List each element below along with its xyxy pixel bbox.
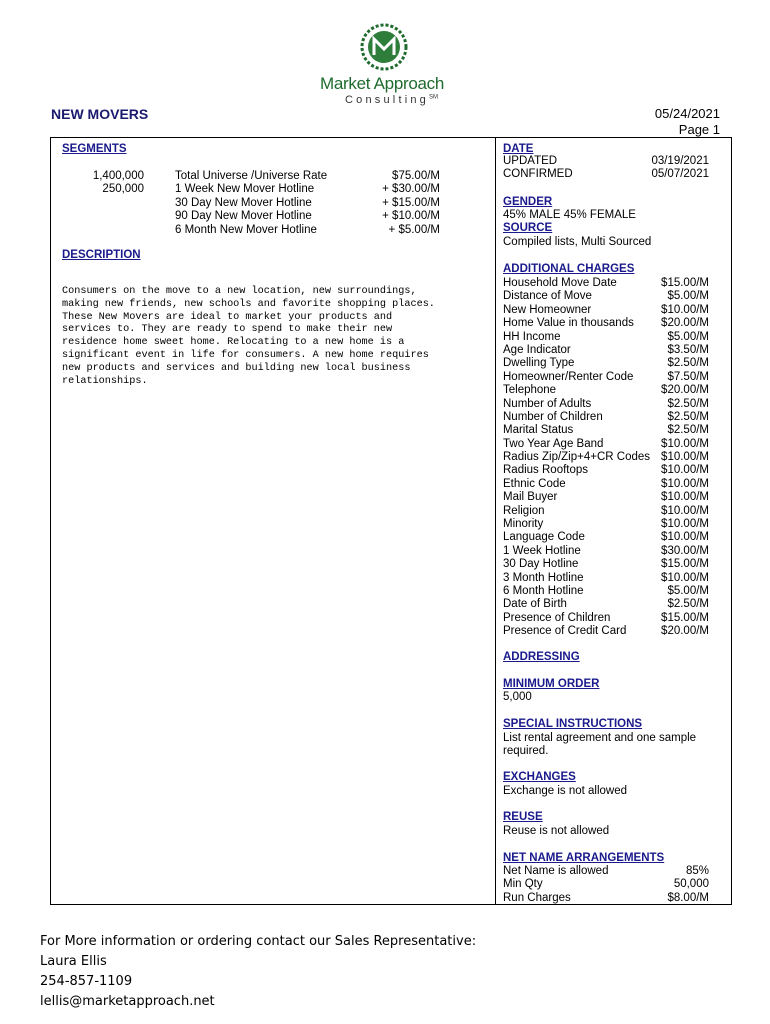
contact-footer <box>40 932 476 1012</box>
logo-emblem-icon <box>359 22 409 72</box>
charge-row <box>503 505 709 518</box>
segment-label: 1 Week New Mover Hotline <box>175 183 315 196</box>
charge-value: $5.00/M <box>667 330 709 343</box>
source-value: Compiled lists, Multi Sourced <box>503 236 652 248</box>
segments-quantities <box>60 170 144 237</box>
date-row-updated <box>503 155 709 168</box>
charge-row <box>503 384 709 397</box>
date-label: CONFIRMED <box>503 168 573 181</box>
segment-label: Total Universe /Universe Rate <box>175 170 328 182</box>
charge-label: Homeowner/Renter Code <box>503 370 634 383</box>
charge-row <box>503 371 709 384</box>
charge-row <box>503 518 709 531</box>
contact-phone[interactable]: 254-857-1109 <box>40 974 133 989</box>
document-date: 05/24/2021 <box>654 106 720 121</box>
charge-row <box>503 625 709 638</box>
exchanges-heading: EXCHANGES <box>503 771 576 783</box>
charge-value: $10.00/M <box>661 571 709 584</box>
date-value: 05/07/2021 <box>651 168 709 181</box>
charge-value: $20.00/M <box>661 384 709 397</box>
charge-label: Dwelling Type <box>503 357 575 370</box>
reuse-value: Reuse is not allowed <box>503 825 610 837</box>
charge-label: Date of Birth <box>503 598 567 611</box>
charge-row <box>503 277 709 290</box>
net-name-value: $8.00/M <box>667 891 709 904</box>
net-name-row <box>503 878 709 891</box>
page-title: NEW MOVERS <box>51 106 149 122</box>
charge-value: $5.00/M <box>667 290 709 303</box>
charge-value: $20.00/M <box>661 317 709 330</box>
charge-value: $5.00/M <box>667 584 709 597</box>
segment-qty <box>60 210 144 223</box>
charge-label: Minority <box>503 518 544 531</box>
reuse-heading: REUSE <box>503 811 543 823</box>
segments-heading: SEGMENTS <box>62 143 127 155</box>
gender-heading: GENDER <box>503 196 553 208</box>
charge-label: Ethnic Code <box>503 477 566 490</box>
contact-intro: For More information or ordering contact our Sales Representative: <box>40 934 477 949</box>
special-instructions-heading: SPECIAL INSTRUCTIONS <box>503 718 643 730</box>
charge-label: Telephone <box>503 384 557 397</box>
date-value: 03/19/2021 <box>651 155 709 167</box>
charge-value: $2.50/M <box>667 357 709 370</box>
segment-price: + $5.00/M <box>388 223 440 236</box>
charge-row <box>503 304 709 317</box>
segments-prices <box>360 170 440 237</box>
charge-row <box>503 451 709 464</box>
charge-label: 30 Day Hotline <box>503 558 579 571</box>
charge-row <box>503 344 709 357</box>
exchanges-value: Exchange is not allowed <box>503 785 628 797</box>
net-name-value: 85% <box>685 865 709 877</box>
charge-label: 6 Month Hotline <box>503 584 584 597</box>
contact-name: Laura Ellis <box>40 954 107 969</box>
charge-value: $20.00/M <box>661 625 709 638</box>
charge-label: Age Indicator <box>503 343 571 356</box>
charge-row <box>503 478 709 491</box>
net-name-row <box>503 865 709 878</box>
charge-value: $30.00/M <box>661 544 709 557</box>
segment-qty <box>60 224 144 237</box>
charge-row <box>503 290 709 303</box>
charge-row <box>503 612 709 625</box>
minimum-order-value: 5,000 <box>503 691 532 703</box>
charge-row <box>503 491 709 504</box>
segment-price: + $30.00/M <box>382 183 440 196</box>
segment-price: + $10.00/M <box>382 210 440 223</box>
charge-value: $10.00/M <box>661 451 709 464</box>
charge-label: Number of Adults <box>503 397 592 410</box>
special-instructions-line2: required. <box>503 745 549 757</box>
charge-label: Presence of Children <box>503 611 611 624</box>
charge-value: $2.50/M <box>667 410 709 423</box>
charge-value: $10.00/M <box>661 437 709 450</box>
charge-row <box>503 464 709 477</box>
net-name-row <box>503 892 709 905</box>
charge-value: $15.00/M <box>661 277 709 289</box>
charge-value: $2.50/M <box>667 397 709 410</box>
charge-label: New Homeowner <box>503 303 592 316</box>
date-heading: DATE <box>503 143 534 155</box>
charge-label: Marital Status <box>503 424 574 437</box>
logo-subtitle: Consulting℠ <box>345 94 438 106</box>
segment-qty: 1,400,000 <box>92 170 144 182</box>
charge-value: $10.00/M <box>661 477 709 490</box>
charge-value: $10.00/M <box>661 303 709 316</box>
charge-row <box>503 531 709 544</box>
logo-name: Market Approach <box>320 74 445 93</box>
charge-value: $2.50/M <box>667 424 709 437</box>
charge-label: Two Year Age Band <box>503 437 604 450</box>
charge-label: Distance of Move <box>503 290 592 303</box>
charge-value: $3.50/M <box>667 343 709 356</box>
segment-label: 6 Month New Mover Hotline <box>175 223 317 236</box>
segment-qty: 250,000 <box>102 183 144 196</box>
date-row-confirmed <box>503 168 709 181</box>
charge-row <box>503 438 709 451</box>
charge-value: $10.00/M <box>661 504 709 517</box>
net-name-list <box>503 865 709 905</box>
page-number: Page 1 <box>678 122 720 137</box>
charge-label: Presence of Credit Card <box>503 625 627 638</box>
company-logo <box>320 22 450 108</box>
charge-value: $2.50/M <box>667 598 709 611</box>
net-name-heading: NET NAME ARRANGEMENTS <box>503 852 665 864</box>
addressing-heading: ADDRESSING <box>503 651 580 663</box>
charge-value: $10.00/M <box>661 531 709 544</box>
special-instructions-line1: List rental agreement and one sample <box>503 732 697 744</box>
charge-row <box>503 331 709 344</box>
contact-email[interactable]: lellis@marketapproach.net <box>40 994 215 1009</box>
charge-row <box>503 545 709 558</box>
charge-row <box>503 424 709 437</box>
charge-label: Home Value in thousands <box>503 317 634 330</box>
charge-label: 3 Month Hotline <box>503 571 584 584</box>
charge-label: HH Income <box>503 330 561 343</box>
charge-label: Language Code <box>503 531 585 544</box>
charge-value: $15.00/M <box>661 558 709 571</box>
charge-row <box>503 398 709 411</box>
gender-value: 45% MALE 45% FEMALE <box>503 209 636 221</box>
date-rows <box>503 155 709 182</box>
net-name-label: Net Name is allowed <box>503 865 609 877</box>
segment-label: 90 Day New Mover Hotline <box>175 210 312 223</box>
charge-label: Household Move Date <box>503 277 617 289</box>
charge-row <box>503 357 709 370</box>
charge-row <box>503 572 709 585</box>
net-name-label: Min Qty <box>503 878 543 891</box>
charge-value: $7.50/M <box>667 370 709 383</box>
charge-value: $15.00/M <box>661 611 709 624</box>
date-label: UPDATED <box>503 155 558 167</box>
charge-value: $10.00/M <box>661 464 709 477</box>
additional-charges-list <box>503 277 709 639</box>
charge-row <box>503 598 709 611</box>
charge-label: Mail Buyer <box>503 491 558 504</box>
charge-row <box>503 585 709 598</box>
charge-row <box>503 317 709 330</box>
charge-label: Religion <box>503 504 545 517</box>
charge-row <box>503 558 709 571</box>
description-heading: DESCRIPTION <box>62 249 141 261</box>
charge-value: $10.00/M <box>661 491 709 504</box>
net-name-value: 50,000 <box>673 878 709 891</box>
charge-label: Radius Zip/Zip+4+CR Codes <box>503 451 651 464</box>
segment-qty <box>60 197 144 210</box>
segments-labels <box>175 170 327 237</box>
charge-label: 1 Week Hotline <box>503 544 581 557</box>
segment-price: + $15.00/M <box>382 196 440 209</box>
description-text: Consumers on the move to a new location, new surroundings, making new friends, new schools and favorite shopping places. These New Movers are ideal to market your products and services to. They are ready to spend to make their new residence home sweet home. Relocating to a new home is a significant event in life for consumers. A new home requires new products and services and building new local business relationships. <box>62 286 435 387</box>
charge-value: $10.00/M <box>661 518 709 531</box>
charge-label: Number of Children <box>503 410 603 423</box>
minimum-order-heading: MINIMUM ORDER <box>503 678 600 690</box>
charge-row <box>503 411 709 424</box>
net-name-label: Run Charges <box>503 891 571 904</box>
charge-label: Radius Rooftops <box>503 464 589 477</box>
segment-label: 30 Day New Mover Hotline <box>175 196 312 209</box>
additional-charges-heading: ADDITIONAL CHARGES <box>503 263 635 275</box>
source-heading: SOURCE <box>503 222 553 234</box>
segment-price: $75.00/M <box>392 170 440 182</box>
column-divider <box>495 137 496 905</box>
